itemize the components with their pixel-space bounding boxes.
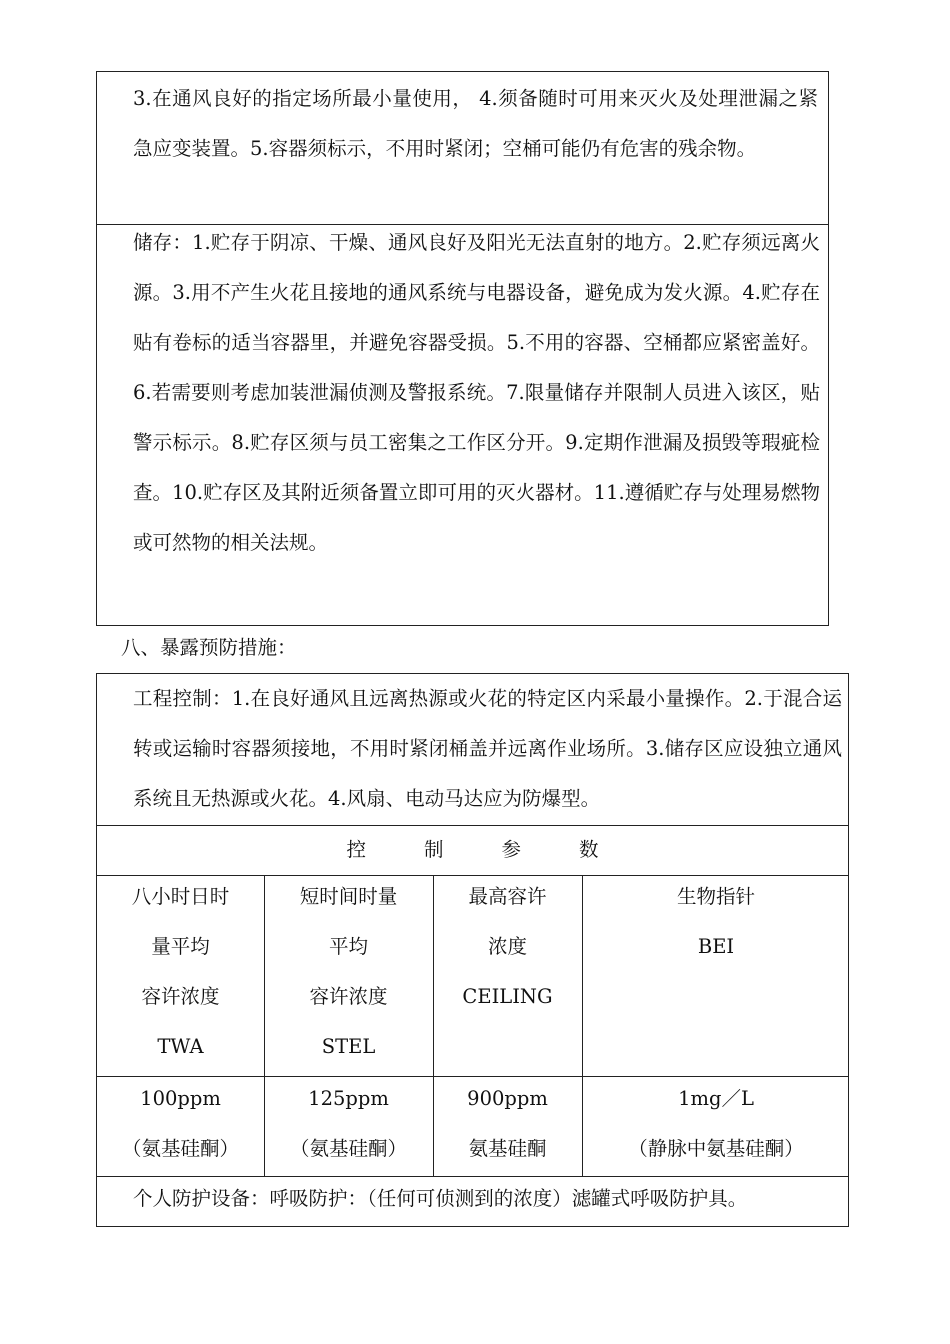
twa-header-cell: 八小时日时 量平均 容许浓度 TWA [131, 885, 230, 1058]
stel-header-cell: 短时间时量 平均 容许浓度 STEL [299, 885, 398, 1058]
usage-paragraph: 3.在通风良好的指定场所最小量使用， 4.须备随时可用来灭火及处理泄漏之紧急应变装置。5.容器须标示，不用时紧闭；空桶可能仍有危害的残余物。 [133, 87, 818, 160]
bei-value-cell: 1mg／L （静脉中氨基硅酮） [628, 1087, 804, 1160]
ceiling-header-cell: 最高容许 浓度 CEILING [462, 885, 553, 1008]
bei-header-cell: 生物指针 BEI [676, 885, 755, 958]
section-heading: 八、暴露预防措施： [121, 636, 297, 659]
control-params-title: 控 制 参 数 [346, 838, 599, 861]
engineering-control-paragraph: 工程控制：1.在良好通风且远离热源或火花的特定区内采最小量操作。2.于混合运转或运输时容器须接地，不用时紧闭桶盖并远离作业场所。3.储存区应设独立通风系统且无热源或火花。4.风扇、电动马达应为防爆型。 [133, 687, 842, 810]
ppe-paragraph: 个人防护设备：呼吸防护：（任何可侦测到的浓度）滤罐式呼吸防护具。 [133, 1187, 748, 1210]
storage-paragraph: 储存：1.贮存于阴凉、干燥、通风良好及阳光无法直射的地方。2.贮存须远离火源。3.用不产生火花且接地的通风系统与电器设备，避免成为发火源。4.贮存在贴有卷标的适当容器里，并避免容器受损。5.不用的容器、空桶都应紧密盖好。6.若需要则考虑加装泄漏侦测及警报系统。7.限量储存并限制人员进入该区，贴警示标示。8.贮存区须与员工密集之工作区分开。9.定期作泄漏及损毁等瑕疵检查。10.贮存区及其附近须备置立即可用的灭火器材。11.遵循贮存与处理易燃物或可然物的相关法规。 [133, 231, 820, 554]
exposure-prevention-box [96, 673, 849, 1227]
control-params-title-row [97, 825, 848, 875]
stel-value-cell: 125ppm （氨基硅酮） [289, 1087, 407, 1160]
handling-storage-box [96, 71, 829, 626]
twa-value-cell: 100ppm （氨基硅酮） [121, 1087, 239, 1160]
ceiling-value-cell: 900ppm 氨基硅酮 [467, 1087, 548, 1160]
